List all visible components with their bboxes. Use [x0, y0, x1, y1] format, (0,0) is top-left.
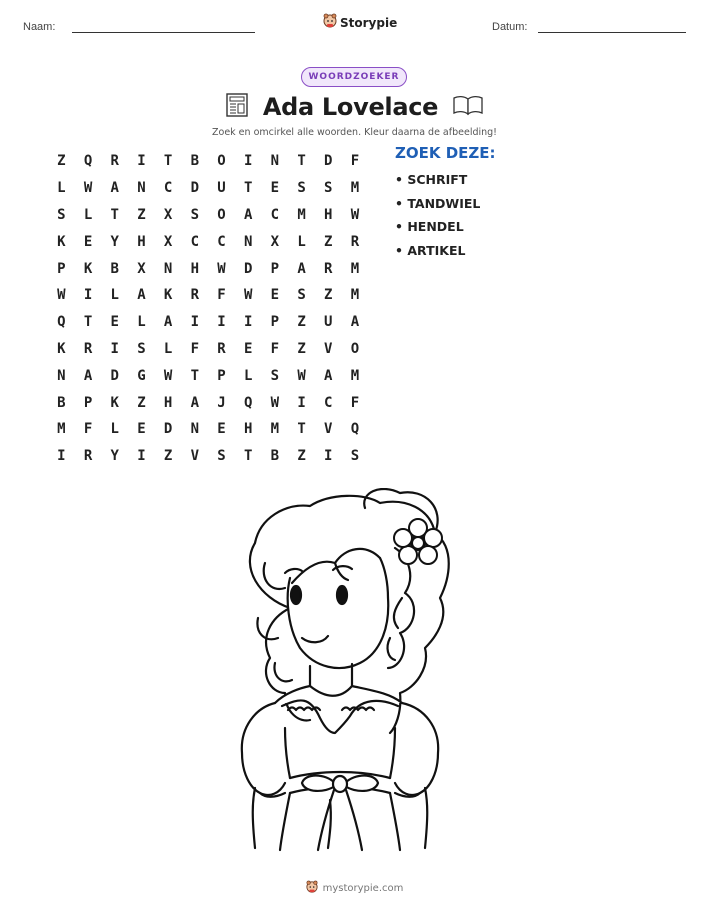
grid-letter[interactable]: A — [243, 206, 253, 223]
grid-letter[interactable]: I — [110, 340, 119, 357]
grid-letter[interactable]: I — [217, 314, 226, 331]
grid-letter[interactable]: N — [163, 260, 173, 277]
grid-letter[interactable]: M — [57, 421, 66, 438]
grid-letter[interactable]: B — [270, 448, 280, 465]
coloring-illustration[interactable] — [230, 488, 480, 862]
grid-letter[interactable]: N — [190, 421, 199, 438]
grid-row — [48, 202, 368, 229]
grid-letter[interactable]: U — [324, 314, 333, 331]
grid-letter[interactable]: Z — [324, 233, 333, 250]
word-list — [395, 170, 480, 264]
grid-letter[interactable]: E — [83, 233, 93, 250]
grid-letter[interactable]: T — [243, 180, 253, 197]
date-line — [538, 32, 686, 33]
grid-letter[interactable]: W — [57, 287, 66, 304]
grid-letter[interactable]: I — [190, 314, 199, 331]
grid-letter[interactable]: P — [57, 260, 66, 277]
grid-letter[interactable]: I — [243, 314, 253, 331]
grid-letter[interactable]: X — [137, 260, 146, 277]
grid-letter[interactable]: T — [163, 153, 173, 170]
grid-letter[interactable]: C — [270, 206, 280, 223]
grid-letter[interactable]: M — [270, 421, 280, 438]
grid-letter[interactable]: X — [163, 233, 173, 250]
grid-letter[interactable]: S — [270, 367, 280, 384]
grid-letter[interactable]: R — [110, 153, 119, 170]
grid-letter[interactable]: Y — [110, 233, 119, 250]
grid-letter[interactable]: F — [190, 340, 199, 357]
grid-letter[interactable]: T — [297, 153, 306, 170]
grid-letter[interactable]: A — [83, 367, 93, 384]
grid-letter[interactable]: I — [137, 153, 146, 170]
grid-letter[interactable]: B — [57, 394, 66, 411]
grid-letter[interactable]: Z — [297, 448, 306, 465]
grid-letter[interactable]: E — [270, 287, 280, 304]
grid-letter[interactable]: D — [163, 421, 173, 438]
storypie-mascot-icon — [306, 879, 318, 898]
grid-letter[interactable]: Q — [350, 421, 360, 438]
grid-letter[interactable]: E — [217, 421, 226, 438]
grid-letter[interactable]: Z — [163, 448, 173, 465]
grid-letter[interactable]: O — [217, 206, 226, 223]
grid-letter[interactable]: I — [324, 448, 333, 465]
grid-letter[interactable]: M — [350, 367, 360, 384]
grid-letter[interactable]: C — [217, 233, 226, 250]
word-item: • HENDEL — [395, 219, 464, 234]
grid-letter[interactable]: E — [110, 314, 119, 331]
grid-row — [48, 362, 368, 389]
grid-row — [48, 309, 368, 336]
grid-letter[interactable]: N — [137, 180, 146, 197]
grid-row — [48, 148, 368, 175]
grid-letter[interactable]: I — [83, 287, 93, 304]
grid-letter[interactable]: I — [137, 448, 146, 465]
grid-letter[interactable]: Q — [243, 394, 253, 411]
word-search-grid[interactable] — [48, 148, 368, 470]
grid-row — [48, 255, 368, 282]
grid-letter[interactable]: P — [270, 260, 280, 277]
grid-row — [48, 175, 368, 202]
grid-letter[interactable]: K — [57, 233, 66, 250]
grid-letter[interactable]: S — [324, 180, 333, 197]
grid-letter[interactable]: L — [163, 340, 173, 357]
title-row — [0, 92, 709, 122]
grid-letter[interactable]: L — [57, 180, 66, 197]
worksheet-type-badge: WOORDZOEKER — [301, 67, 407, 87]
grid-letter[interactable]: W — [217, 260, 226, 277]
instructions: Zoek en omcirkel alle woorden. Kleur daarna de afbeelding! — [212, 127, 497, 138]
grid-letter[interactable]: A — [324, 367, 333, 384]
grid-letter[interactable]: W — [350, 206, 360, 223]
grid-letter[interactable]: T — [110, 206, 119, 223]
page-title: Ada Lovelace — [262, 93, 439, 121]
footer-url[interactable]: mystorypie.com — [322, 883, 404, 894]
grid-letter[interactable]: R — [83, 448, 93, 465]
grid-letter[interactable]: C — [324, 394, 333, 411]
grid-letter[interactable]: W — [297, 367, 306, 384]
grid-letter[interactable]: Z — [297, 340, 306, 357]
storypie-mascot-icon — [323, 13, 337, 33]
brand-name: Storypie — [340, 16, 398, 30]
grid-letter[interactable]: F — [217, 287, 226, 304]
open-book-icon — [452, 93, 484, 121]
grid-letter[interactable]: P — [270, 314, 280, 331]
grid-row — [48, 443, 368, 470]
grid-letter[interactable]: T — [83, 314, 93, 331]
grid-letter[interactable]: I — [297, 394, 306, 411]
footer — [0, 879, 709, 898]
grid-letter[interactable]: V — [324, 421, 333, 438]
grid-letter[interactable]: P — [83, 394, 93, 411]
grid-letter[interactable]: D — [190, 180, 199, 197]
grid-letter[interactable]: G — [137, 367, 146, 384]
grid-letter[interactable]: L — [110, 421, 119, 438]
grid-letter[interactable]: D — [324, 153, 333, 170]
grid-letter[interactable]: R — [217, 340, 226, 357]
grid-letter[interactable]: K — [110, 394, 119, 411]
grid-letter[interactable]: E — [137, 421, 146, 438]
grid-letter[interactable]: D — [243, 260, 253, 277]
grid-letter[interactable]: Z — [324, 287, 333, 304]
grid-letter[interactable]: H — [324, 206, 333, 223]
grid-letter[interactable]: P — [217, 367, 226, 384]
grid-row — [48, 416, 368, 443]
grid-letter[interactable]: W — [83, 180, 93, 197]
grid-letter[interactable]: A — [137, 287, 146, 304]
grid-letter[interactable]: U — [217, 180, 226, 197]
grid-letter[interactable]: C — [163, 180, 173, 197]
grid-row — [48, 389, 368, 416]
grid-letter[interactable]: Z — [297, 314, 306, 331]
grid-letter[interactable]: K — [57, 340, 66, 357]
grid-letter[interactable]: A — [110, 180, 119, 197]
grid-row — [48, 228, 368, 255]
word-list-title: ZOEK DEZE: — [395, 144, 496, 162]
grid-letter[interactable]: F — [270, 340, 280, 357]
grid-letter[interactable]: Y — [110, 448, 119, 465]
grid-letter[interactable]: E — [243, 340, 253, 357]
grid-letter[interactable]: S — [297, 287, 306, 304]
grid-letter[interactable]: W — [243, 287, 253, 304]
grid-letter[interactable]: V — [190, 448, 199, 465]
grid-letter[interactable]: W — [270, 394, 280, 411]
grid-letter[interactable]: B — [110, 260, 119, 277]
grid-letter[interactable]: M — [350, 180, 360, 197]
grid-letter[interactable]: V — [324, 340, 333, 357]
grid-letter[interactable]: M — [297, 206, 306, 223]
grid-letter[interactable]: D — [110, 367, 119, 384]
grid-letter[interactable]: M — [350, 260, 360, 277]
grid-letter[interactable]: A — [350, 314, 360, 331]
name-label: Naam: — [23, 21, 56, 33]
grid-letter[interactable]: T — [243, 448, 253, 465]
grid-letter[interactable]: N — [270, 153, 280, 170]
grid-letter[interactable]: K — [163, 287, 173, 304]
grid-letter[interactable]: T — [297, 421, 306, 438]
grid-letter[interactable]: A — [163, 314, 173, 331]
grid-letter[interactable]: I — [243, 153, 253, 170]
grid-letter[interactable]: O — [217, 153, 226, 170]
word-item: • TANDWIEL — [395, 195, 481, 211]
grid-letter[interactable]: N — [243, 233, 253, 250]
grid-letter[interactable]: I — [57, 448, 66, 465]
grid-letter[interactable]: Q — [57, 314, 66, 331]
grid-letter[interactable]: R — [324, 260, 333, 277]
brand — [323, 13, 397, 33]
grid-letter[interactable]: S — [350, 448, 360, 465]
grid-letter[interactable]: S — [217, 448, 226, 465]
grid-letter[interactable]: C — [190, 233, 199, 250]
grid-letter[interactable]: H — [243, 421, 253, 438]
grid-letter[interactable]: O — [350, 340, 360, 357]
grid-letter[interactable]: E — [270, 180, 280, 197]
date-label: Datum: — [492, 21, 528, 33]
grid-letter[interactable]: H — [190, 260, 199, 277]
grid-letter[interactable]: Z — [137, 394, 146, 411]
grid-letter[interactable]: F — [350, 153, 360, 170]
name-line — [72, 32, 255, 33]
grid-letter[interactable]: L — [297, 233, 306, 250]
grid-letter[interactable]: Z — [57, 153, 66, 170]
grid-letter[interactable]: H — [163, 394, 173, 411]
grid-letter[interactable]: F — [350, 394, 360, 411]
grid-letter[interactable]: S — [190, 206, 199, 223]
grid-letter[interactable]: H — [137, 233, 146, 250]
grid-letter[interactable]: L — [243, 367, 253, 384]
grid-letter[interactable]: X — [163, 206, 173, 223]
grid-letter[interactable]: L — [110, 287, 119, 304]
grid-letter[interactable]: X — [270, 233, 280, 250]
newspaper-icon — [225, 92, 249, 122]
grid-letter[interactable]: S — [137, 340, 146, 357]
grid-letter[interactable]: J — [217, 394, 226, 411]
grid-letter[interactable]: L — [137, 314, 146, 331]
grid-letter[interactable]: F — [83, 421, 93, 438]
word-item: • SCHRIFT — [395, 172, 468, 187]
grid-letter[interactable]: A — [190, 394, 199, 411]
word-item: • ARTIKEL — [395, 242, 466, 258]
grid-letter[interactable]: S — [297, 180, 306, 197]
grid-letter[interactable]: A — [297, 260, 306, 277]
grid-letter[interactable]: B — [190, 153, 199, 170]
grid-row — [48, 336, 368, 363]
grid-letter[interactable]: T — [190, 367, 199, 384]
grid-letter[interactable]: R — [350, 233, 360, 250]
grid-row — [48, 282, 368, 309]
grid-letter[interactable]: N — [57, 367, 66, 384]
grid-letter[interactable]: K — [83, 260, 93, 277]
grid-letter[interactable]: M — [350, 287, 360, 304]
grid-letter[interactable]: Z — [137, 206, 146, 223]
grid-letter[interactable]: Q — [83, 153, 93, 170]
grid-letter[interactable]: S — [57, 206, 66, 223]
grid-letter[interactable]: L — [83, 206, 93, 223]
grid-letter[interactable]: W — [163, 367, 173, 384]
grid-letter[interactable]: R — [83, 340, 93, 357]
grid-letter[interactable]: R — [190, 287, 199, 304]
